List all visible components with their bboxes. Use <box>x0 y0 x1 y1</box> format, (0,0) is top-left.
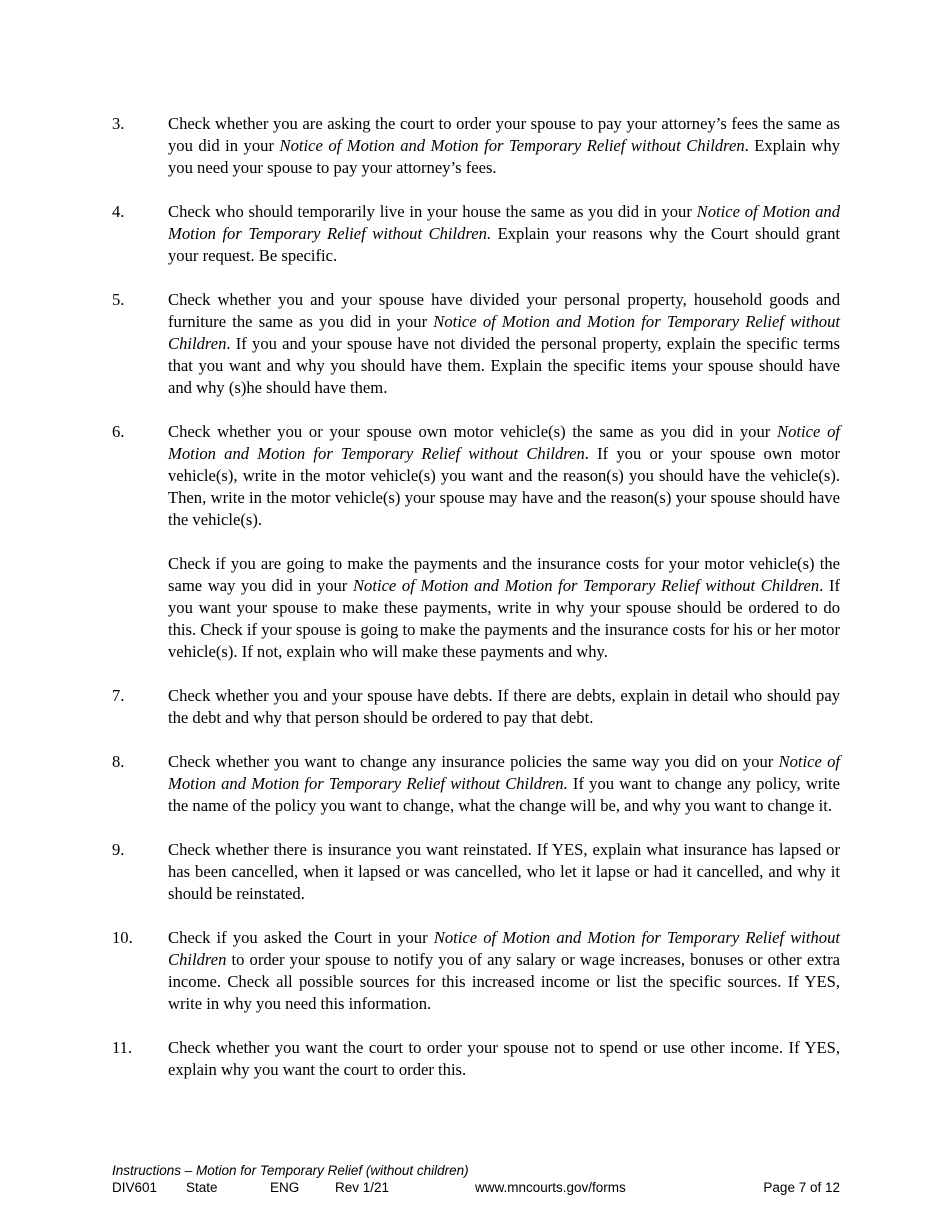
item-body <box>168 685 840 729</box>
item-paragraph <box>168 289 840 399</box>
instruction-text: . If you want your spouse to make these payments, write in why your spouse should be ordered to do this. Check if your spouse is going to make the payments and the insurance costs for his or her motor vehicle(s). If not, explain who will make these payments and why. <box>168 576 840 661</box>
instruction-text: . If you or your spouse own motor vehicle(s), write in the motor vehicle(s) you want and the reason(s) you should have the vehicle(s). Then, write in the motor vehicle(s) your spouse may have and the reason(s) your spouse should have the vehicle(s). <box>168 444 840 529</box>
instruction-text: If you want to change any policy, write the name of the policy you want to change, what the change will be, and why you want to change it. <box>168 774 840 815</box>
form-title-reference: Notice of Motion and Motion for Temporary Relief without Children. <box>168 202 841 243</box>
item-number: 8. <box>112 752 125 771</box>
form-title-reference: Notice of Motion and Motion for Temporary Relief without Children <box>168 312 840 353</box>
revision-label: Rev 1/21 <box>335 1180 390 1195</box>
instruction-text: Check whether you want to change any insurance policies the same way you did on your <box>168 752 779 771</box>
item-body <box>168 421 840 663</box>
instruction-item <box>112 289 840 399</box>
item-body <box>168 201 840 267</box>
forms-url: www.mncourts.gov/forms <box>475 1180 626 1195</box>
language-label: ENG <box>270 1180 300 1195</box>
form-title-reference: Notice of Motion and Motion for Temporary Relief without Children <box>168 928 840 969</box>
item-body <box>168 751 840 817</box>
item-paragraph <box>168 1037 840 1081</box>
item-number: 9. <box>112 840 125 859</box>
instruction-item <box>112 113 840 179</box>
item-body <box>168 289 840 399</box>
instruction-text: Check whether you and your spouse have debts. If there are debts, explain in detail who should pay the debt and why that person should be ordered to pay that debt. <box>168 686 840 727</box>
instruction-item <box>112 685 840 729</box>
footer-info-row <box>112 1179 840 1196</box>
item-number: 10. <box>112 928 133 947</box>
item-paragraph <box>168 113 840 179</box>
item-number: 6. <box>112 422 125 441</box>
instruction-text: Check whether you or your spouse own motor vehicle(s) the same as you did in your <box>168 422 778 441</box>
item-body <box>168 927 840 1015</box>
item-body <box>168 1037 840 1081</box>
item-number: 4. <box>112 202 125 221</box>
form-title-reference: Notice of Motion and Motion for Temporary Relief without Children. <box>168 752 840 793</box>
instruction-item <box>112 1037 840 1081</box>
instruction-item <box>112 927 840 1015</box>
instruction-text: Check whether you and your spouse have divided your personal property, household goods and furniture the same as you did in your <box>168 290 840 331</box>
instruction-item <box>112 201 840 267</box>
page-number: Page 7 of 12 <box>763 1180 840 1195</box>
instruction-text: Explain your reasons why the Court should grant your request. Be specific. <box>168 224 840 265</box>
jurisdiction-label: State <box>186 1180 218 1195</box>
item-number: 5. <box>112 290 125 309</box>
item-paragraph <box>168 201 840 267</box>
item-number: 11. <box>112 1038 133 1057</box>
form-title-reference: Notice of Motion and Motion for Temporary Relief without Children <box>352 576 820 595</box>
instruction-text: Check whether there is insurance you want reinstated. If YES, explain what insurance has lapsed or has been cancelled, when it lapsed or was cancelled, who let it lapse or had it cancelled, and why it should be reinstated. <box>168 840 840 903</box>
instruction-text: Check if you are going to make the payments and the insurance costs for your motor vehicle(s) the same way you did in your <box>168 554 840 595</box>
instruction-text: Check whether you are asking the court to order your spouse to pay your attorney’s fees the same as you did in your <box>168 114 840 155</box>
instruction-text: to order your spouse to notify you of any salary or wage increases, bonuses or other extra income. Check all possible sources for this increased income or list the specific sources. If YES, write in why you need this information. <box>168 950 840 1013</box>
item-body <box>168 839 840 905</box>
instruction-text: . Explain why you need your spouse to pay your attorney’s fees. <box>168 136 841 177</box>
form-title-reference: Notice of Motion and Motion for Temporary Relief without Children <box>279 136 745 155</box>
item-paragraph <box>168 751 840 817</box>
footer-title: Instructions – Motion for Temporary Relief (without children) <box>112 1163 469 1178</box>
instruction-list <box>112 113 840 1103</box>
item-number: 7. <box>112 686 125 705</box>
item-paragraph <box>168 927 840 1015</box>
form-title-reference: Notice of Motion and Motion for Temporary Relief without Children <box>168 422 840 463</box>
instruction-text: Check whether you want the court to order your spouse not to spend or use other income. If YES, explain why you want the court to order this. <box>168 1038 840 1079</box>
item-paragraph <box>168 839 840 905</box>
instruction-text: Check if you asked the Court in your <box>168 928 434 947</box>
item-paragraph <box>168 553 840 663</box>
item-body <box>168 113 840 179</box>
item-paragraph <box>168 421 840 531</box>
instruction-text: Check who should temporarily live in your house the same as you did in your <box>168 202 697 221</box>
instruction-item <box>112 839 840 905</box>
form-code: DIV601 <box>112 1180 158 1195</box>
instruction-item <box>112 421 840 663</box>
item-paragraph <box>168 685 840 729</box>
instruction-item <box>112 751 840 817</box>
item-number: 3. <box>112 114 125 133</box>
instruction-text: . If you and your spouse have not divided the personal property, explain the specific terms that you want and why you should have them. Explain the specific items your spouse should have and why (s)he should have them. <box>168 334 840 397</box>
page-footer <box>112 1162 840 1196</box>
